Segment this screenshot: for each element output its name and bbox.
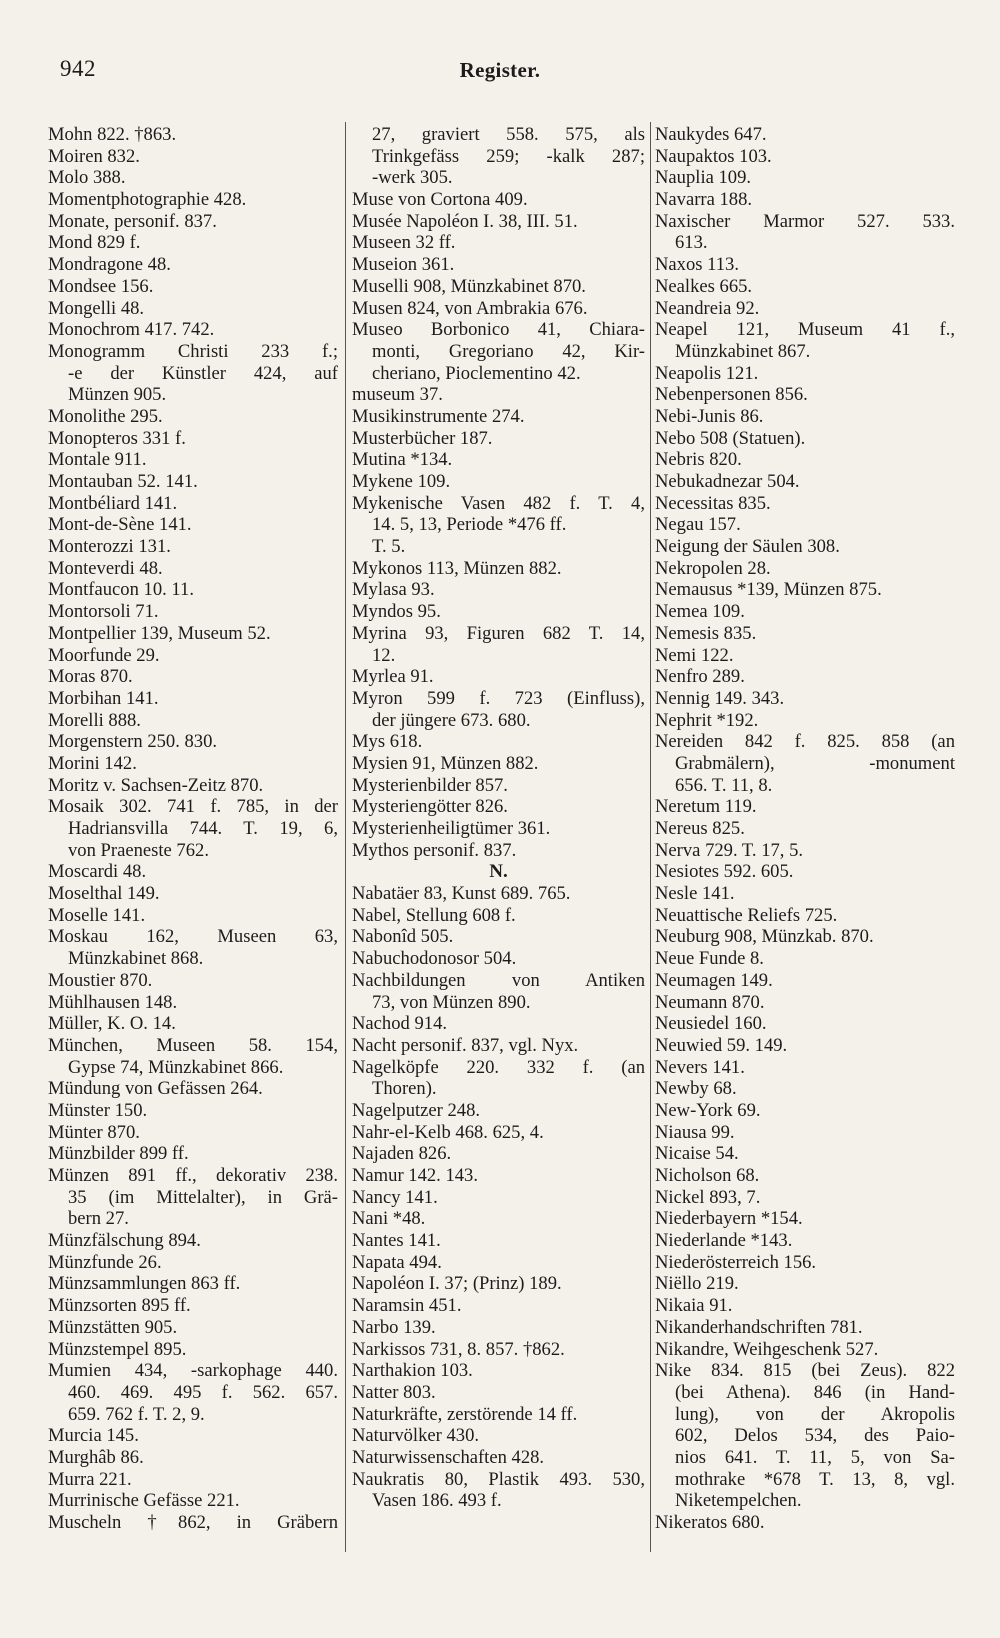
index-entry: Neigung der Säulen 308. bbox=[655, 536, 840, 558]
index-entry: Neusiedel 160. bbox=[655, 1013, 767, 1035]
index-entry-continuation: Trinkgefäss 259; -kalk 287; bbox=[372, 145, 645, 167]
index-entry: Montpellier 139, Museum 52. bbox=[48, 622, 271, 644]
index-entry: Nike 834. 815 (bei Zeus). 822 bbox=[655, 1360, 955, 1382]
index-entry: Neue Funde 8. bbox=[655, 948, 764, 970]
index-entry: Nevers 141. bbox=[655, 1056, 745, 1078]
index-entry: Nemi 122. bbox=[655, 644, 734, 666]
index-entry-continuation: 659. 762 f. T. 2, 9. bbox=[68, 1403, 205, 1425]
index-entry: Monteverdi 48. bbox=[48, 557, 163, 579]
index-entry: Montauban 52. 141. bbox=[48, 471, 198, 492]
index-entry: Nauplia 109. bbox=[655, 167, 752, 189]
index-entry-continuation: Hadriansvilla 744. T. 19, 6, bbox=[68, 818, 338, 839]
index-entry: Nacht personif. 837, vgl. Nyx. bbox=[352, 1034, 579, 1056]
index-entry: Mythos personif. 837. bbox=[352, 839, 517, 861]
index-entry: Naramsin 451. bbox=[352, 1295, 462, 1317]
index-entry: Münter 870. bbox=[48, 1121, 140, 1143]
index-entry: Naturkräfte, zerstörende 14 ff. bbox=[352, 1403, 578, 1425]
index-entry: Narkissos 731, 8. 857. †862. bbox=[352, 1338, 565, 1360]
index-entry: Müller, K. O. 14. bbox=[48, 1013, 176, 1035]
index-entry: Nancy 141. bbox=[352, 1186, 438, 1208]
index-entry: Mylasa 93. bbox=[352, 579, 435, 601]
index-entry: Nicholson 68. bbox=[655, 1165, 760, 1186]
index-entry: Moscardi 48. bbox=[48, 861, 147, 883]
page-number: 942 bbox=[60, 56, 96, 81]
index-entry: Mühlhausen 148. bbox=[48, 991, 178, 1013]
index-entry-continuation: Vasen 186. 493 f. bbox=[372, 1490, 502, 1512]
index-entry: Napata 494. bbox=[352, 1251, 442, 1273]
index-entry-continuation: Münzkabinet 867. bbox=[675, 340, 811, 362]
index-entry: Mohn 822. †863. bbox=[48, 124, 177, 145]
index-entry: Myron 599 f. 723 (Einfluss), bbox=[352, 687, 645, 709]
index-entry: Mondragone 48. bbox=[48, 254, 171, 276]
index-entry: Nebenpersonen 856. bbox=[655, 384, 808, 406]
index-entry: Musée Napoléon I. 38, III. 51. bbox=[352, 210, 578, 232]
index-entry: Nabel, Stellung 608 f. bbox=[352, 904, 516, 926]
index-entry: Naturwissenschaften 428. bbox=[352, 1446, 545, 1468]
index-entry: Musen 824, von Ambrakia 676. bbox=[352, 297, 588, 319]
index-entry: Nabatäer 83, Kunst 689. 765. bbox=[352, 883, 571, 905]
index-entry: Nereiden 842 f. 825. 858 (an bbox=[655, 731, 955, 753]
index-entry: Moras 870. bbox=[48, 666, 133, 688]
index-entry: Muselli 908, Münzkabinet 870. bbox=[352, 275, 586, 297]
index-entry: Mykonos 113, Münzen 882. bbox=[352, 557, 562, 579]
index-entry: Mys 618. bbox=[352, 731, 423, 753]
index-entry: Napoléon I. 37; (Prinz) 189. bbox=[352, 1273, 562, 1295]
index-entry: Nahr-el-Kelb 468. 625, 4. bbox=[352, 1121, 544, 1143]
index-entry: Monogramm Christi 233 f.; bbox=[48, 340, 338, 362]
index-entry: Münzsammlungen 863 ff. bbox=[48, 1273, 241, 1295]
index-entry: Montfaucon 10. 11. bbox=[48, 579, 194, 601]
index-entry-continuation: 73, von Münzen 890. bbox=[372, 991, 531, 1013]
index-entry: Nereus 825. bbox=[655, 818, 745, 839]
index-entry-continuation: -werk 305. bbox=[372, 167, 453, 189]
index-entry: Mysien 91, Münzen 882. bbox=[352, 752, 539, 774]
index-entry: Momentphotographie 428. bbox=[48, 189, 247, 211]
index-entry-continuation: 460. 469. 495 f. 562. 657. bbox=[68, 1381, 338, 1403]
index-entry: Nickel 893, 7. bbox=[655, 1186, 761, 1208]
index-entry: Museo Borbonico 41, Chiara- bbox=[352, 319, 645, 341]
index-entry: Morelli 888. bbox=[48, 709, 141, 731]
index-entry: Narthakion 103. bbox=[352, 1360, 473, 1382]
index-entry: Myrlea 91. bbox=[352, 666, 434, 688]
index-entry-continuation: 613. bbox=[675, 232, 708, 254]
index-entry: Mont-de-Sène 141. bbox=[48, 514, 192, 536]
index-entry-continuation: Gypse 74, Münzkabinet 866. bbox=[68, 1056, 284, 1078]
index-entry: Mutina *134. bbox=[352, 449, 453, 471]
index-entry: Mysteriengötter 826. bbox=[352, 796, 508, 818]
index-entry: Neumagen 149. bbox=[655, 969, 773, 991]
index-entry: Nikanderhandschriften 781. bbox=[655, 1316, 863, 1338]
index-entry: Nikeratos 680. bbox=[655, 1512, 765, 1533]
index-entry: Musterbücher 187. bbox=[352, 427, 493, 449]
index-entry: Moiren 832. bbox=[48, 145, 140, 167]
index-entry: Naturvölker 430. bbox=[352, 1425, 480, 1447]
index-entry: Naukydes 647. bbox=[655, 124, 767, 145]
index-entry: Museion 361. bbox=[352, 254, 455, 276]
index-entry: Moustier 870. bbox=[48, 969, 153, 991]
index-entry: Mondsee 156. bbox=[48, 275, 154, 297]
index-entry: Nerva 729. T. 17, 5. bbox=[655, 839, 804, 861]
index-column-left bbox=[48, 124, 338, 1534]
index-entry: Neuattische Reliefs 725. bbox=[655, 904, 838, 926]
index-entry: Morbihan 141. bbox=[48, 687, 159, 709]
index-entry: Naukratis 80, Plastik 493. 530, bbox=[352, 1468, 645, 1490]
index-entry: Münzstätten 905. bbox=[48, 1316, 178, 1338]
index-entry: Mykenische Vasen 482 f. T. 4, bbox=[352, 492, 645, 514]
index-entry: Murcia 145. bbox=[48, 1425, 139, 1447]
index-entry: Nemea 109. bbox=[655, 601, 745, 623]
index-entry: Nikandre, Weihgeschenk 527. bbox=[655, 1338, 879, 1360]
index-entry: Niederösterreich 156. bbox=[655, 1251, 817, 1273]
index-entry: Neapolis 121. bbox=[655, 362, 759, 384]
index-entry-continuation: Niketempelchen. bbox=[675, 1490, 802, 1512]
index-entry: Monterozzi 131. bbox=[48, 536, 171, 558]
index-entry: Musikinstrumente 274. bbox=[352, 405, 525, 427]
index-entry: Nikaia 91. bbox=[655, 1295, 733, 1317]
index-entry: Neapel 121, Museum 41 f., bbox=[655, 319, 955, 341]
index-entry: Münzfälschung 894. bbox=[48, 1230, 201, 1252]
index-entry: Mykene 109. bbox=[352, 471, 451, 492]
index-entry: Museen 32 ff. bbox=[352, 232, 456, 254]
index-entry: Mosaik 302. 741 f. 785, in der bbox=[48, 796, 338, 818]
index-entry: Naupaktos 103. bbox=[655, 145, 772, 167]
index-entry: Mongelli 48. bbox=[48, 297, 145, 319]
index-entry-continuation: 12. bbox=[372, 644, 396, 666]
index-entry: Nesiotes 592. 605. bbox=[655, 861, 794, 883]
index-entry: Münzfunde 26. bbox=[48, 1251, 162, 1273]
index-entry: Murrinische Gefässe 221. bbox=[48, 1490, 240, 1512]
index-entry: Neumann 870. bbox=[655, 991, 765, 1013]
index-entry: museum 37. bbox=[352, 384, 443, 406]
index-entry-continuation: bern 27. bbox=[68, 1208, 129, 1230]
index-entry-continuation: nios 641. T. 11, 5, von Sa- bbox=[675, 1446, 955, 1468]
index-entry: Mond 829 f. bbox=[48, 232, 141, 254]
index-entry: Nabuchodonosor 504. bbox=[352, 948, 517, 970]
index-entry-continuation: (bei Athena). 846 (in Hand- bbox=[675, 1381, 955, 1403]
index-entry: Nachod 914. bbox=[352, 1013, 448, 1035]
index-entry: Naxos 113. bbox=[655, 254, 740, 276]
index-entry: Nagelköpfe 220. 332 f. (an bbox=[352, 1056, 645, 1078]
index-entry: Monochrom 417. 742. bbox=[48, 319, 215, 341]
index-entry-continuation: Grabmälern), -monument bbox=[675, 752, 955, 774]
index-column-right bbox=[655, 124, 955, 1534]
index-entry: Moorfunde 29. bbox=[48, 644, 160, 666]
index-entry-continuation: 602, Delos 534, des Paio- bbox=[675, 1425, 955, 1447]
index-entry-continuation: monti, Gregoriano 42, Kir- bbox=[372, 340, 645, 362]
index-entry-continuation: Thoren). bbox=[372, 1078, 437, 1100]
index-entry-continuation: -e der Künstler 424, auf bbox=[68, 362, 338, 384]
index-entry: Neretum 119. bbox=[655, 796, 757, 818]
index-entry: Niederbayern *154. bbox=[655, 1208, 803, 1230]
index-entry: Neuwied 59. 149. bbox=[655, 1034, 788, 1056]
index-column-middle bbox=[352, 124, 645, 1512]
index-entry: Murghâb 86. bbox=[48, 1446, 144, 1468]
index-entry: Necessitas 835. bbox=[655, 492, 771, 514]
index-entry: Najaden 826. bbox=[352, 1143, 452, 1165]
index-entry: Newby 68. bbox=[655, 1078, 737, 1100]
index-entry: Molo 388. bbox=[48, 167, 126, 189]
index-entry: Neandreia 92. bbox=[655, 297, 760, 319]
index-entry: New-York 69. bbox=[655, 1099, 761, 1121]
index-entry: Niausa 99. bbox=[655, 1121, 735, 1143]
index-entry: Monolithe 295. bbox=[48, 405, 163, 427]
index-entry: Nachbildungen von Antiken bbox=[352, 969, 645, 991]
index-entry: Morini 142. bbox=[48, 752, 137, 774]
index-entry: Nebukadnezar 504. bbox=[655, 471, 800, 492]
index-entry: Münzen 891 ff., dekorativ 238. bbox=[48, 1165, 338, 1186]
index-entry-continuation: cheriano, Pioclementino 42. bbox=[372, 362, 581, 384]
index-entry: Montorsoli 71. bbox=[48, 601, 159, 623]
index-entry: Monate, personif. 837. bbox=[48, 210, 217, 232]
index-entry: Nani *48. bbox=[352, 1208, 426, 1230]
column-divider bbox=[345, 122, 346, 1552]
index-entry: Neuburg 908, Münzkab. 870. bbox=[655, 926, 874, 948]
index-entry: Münzbilder 899 ff. bbox=[48, 1143, 189, 1165]
index-entry: Nebo 508 (Statuen). bbox=[655, 427, 806, 449]
index-entry: Nennig 149. 343. bbox=[655, 687, 785, 709]
index-entry: Muse von Cortona 409. bbox=[352, 189, 528, 211]
index-entry: Mumien 434, -sarkophage 440. bbox=[48, 1360, 338, 1382]
index-entry: Mündung von Gefässen 264. bbox=[48, 1078, 263, 1100]
index-entry-continuation: T. 5. bbox=[372, 536, 406, 558]
index-entry: Murra 221. bbox=[48, 1468, 132, 1490]
index-entry-continuation: Münzen 905. bbox=[68, 384, 167, 406]
index-entry: Mysterienheiligtümer 361. bbox=[352, 818, 551, 839]
index-entry-continuation: 14. 5, 13, Periode *476 ff. bbox=[372, 514, 567, 536]
index-entry: Navarra 188. bbox=[655, 189, 753, 211]
section-letter-heading: N. bbox=[489, 861, 508, 883]
index-entry: Muscheln †862, in Gräbern bbox=[48, 1512, 338, 1533]
index-entry: Mysterienbilder 857. bbox=[352, 774, 508, 796]
index-entry-continuation: mothrake *678 T. 13, 8, vgl. bbox=[675, 1468, 955, 1490]
index-entry: Niederlande *143. bbox=[655, 1230, 793, 1252]
index-entry: Morgenstern 250. 830. bbox=[48, 731, 218, 753]
index-entry: Nealkes 665. bbox=[655, 275, 753, 297]
index-entry: Nenfro 289. bbox=[655, 666, 745, 688]
index-entry-continuation: Münzkabinet 868. bbox=[68, 948, 204, 970]
index-entry-continuation: der jüngere 673. 680. bbox=[372, 709, 531, 731]
index-entry-continuation: von Praeneste 762. bbox=[68, 839, 209, 861]
index-entry: Naxischer Marmor 527. 533. bbox=[655, 210, 955, 232]
index-entry: Nantes 141. bbox=[352, 1230, 441, 1252]
index-entry: Nicaise 54. bbox=[655, 1143, 739, 1165]
index-entry: Nesle 141. bbox=[655, 883, 735, 905]
index-entry: Münster 150. bbox=[48, 1099, 148, 1121]
index-entry-continuation: 35 (im Mittelalter), in Grä- bbox=[68, 1186, 338, 1208]
index-entry: Münzsorten 895 ff. bbox=[48, 1295, 191, 1317]
index-entry: Negau 157. bbox=[655, 514, 741, 536]
index-entry: Nephrit *192. bbox=[655, 709, 759, 731]
index-entry: Namur 142. 143. bbox=[352, 1165, 479, 1186]
index-entry-continuation: 656. T. 11, 8. bbox=[675, 774, 773, 796]
index-entry: Nebi-Junis 86. bbox=[655, 405, 764, 427]
index-entry: Myrina 93, Figuren 682 T. 14, bbox=[352, 622, 645, 644]
index-entry: Monopteros 331 f. bbox=[48, 427, 186, 449]
index-entry: Nagelputzer 248. bbox=[352, 1099, 481, 1121]
index-entry: Moskau 162, Museen 63, bbox=[48, 926, 338, 948]
running-head: Register. bbox=[459, 58, 541, 82]
index-entry: Nebris 820. bbox=[655, 449, 742, 471]
index-entry: Montbéliard 141. bbox=[48, 492, 178, 514]
index-entry: Niëllo 219. bbox=[655, 1273, 739, 1295]
index-entry: Montale 911. bbox=[48, 449, 147, 471]
column-divider bbox=[650, 122, 651, 1552]
index-entry: Nemesis 835. bbox=[655, 622, 757, 644]
index-entry: Narbo 139. bbox=[352, 1316, 436, 1338]
index-entry: Moritz v. Sachsen-Zeitz 870. bbox=[48, 774, 264, 796]
index-entry-continuation: lung), von der Akropolis bbox=[675, 1403, 955, 1425]
index-entry: Nabonîd 505. bbox=[352, 926, 454, 948]
index-entry-continuation: 27, graviert 558. 575, als bbox=[372, 124, 645, 145]
index-entry: Nekropolen 28. bbox=[655, 557, 771, 579]
index-entry: Münzstempel 895. bbox=[48, 1338, 187, 1360]
index-entry: Moselle 141. bbox=[48, 904, 146, 926]
index-entry: Moselthal 149. bbox=[48, 883, 160, 905]
index-entry: Nemausus *139, Münzen 875. bbox=[655, 579, 882, 601]
index-entry: Natter 803. bbox=[352, 1381, 436, 1403]
index-entry: München, Museen 58. 154, bbox=[48, 1034, 338, 1056]
index-entry: Myndos 95. bbox=[352, 601, 441, 623]
